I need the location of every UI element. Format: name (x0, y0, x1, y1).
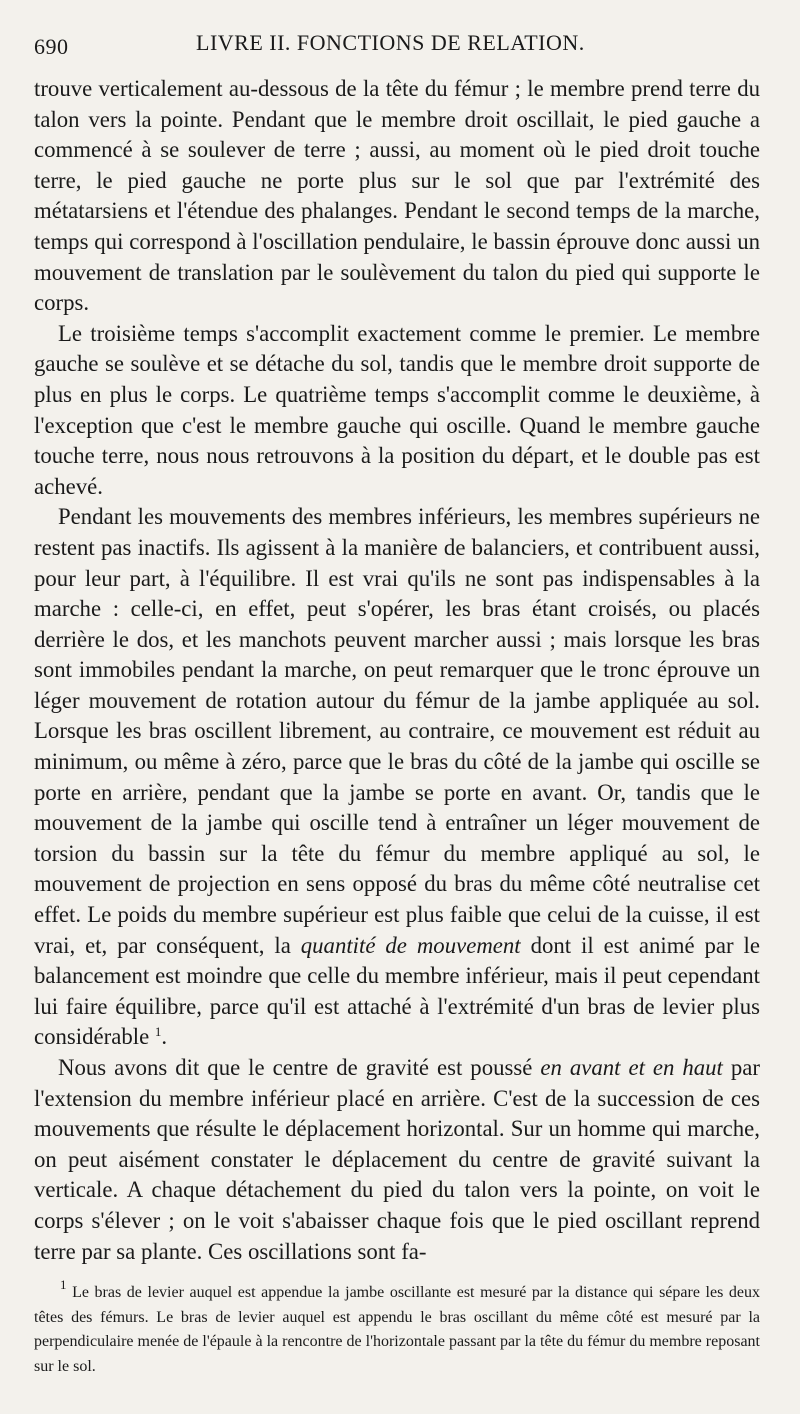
paragraph-4-text-a: Nous avons dit que le centre de gravité est poussé (58, 1055, 541, 1080)
paragraph-2: Le troisième temps s'accomplit exactement comme le premier. Le membre gauche se soulève et se détache du sol, tandis que le membre droit supporte de plus en plus le corps. Le quatrième temps s'accomplit comme le deuxième, à l'exception que c'est le membre gauche qui oscille. Quand le membre gauche touche terre, nous nous retrouvons à la position du départ, et le double pas est achevé. (34, 320, 760, 499)
paragraph-3-text-a: Pendant les mouvements des membres inférieurs, les membres supérieurs ne restent pas inactifs. Ils agissent à la manière de balanciers, et contribuent aussi, pour leur part, à l'équilibre. Il est vrai qu'ils ne sont pas indispensables à la marche : celle-ci, en effet, peut s'opérer, les bras étant croisés, ou placés derrière le dos, et les manchots peuvent marcher aussi ; mais lorsque les bras sont immobiles pendant la marche, on peut remarquer que le tronc éprouve un léger mouvement de rotation autour du fémur de la jambe appliquée au sol. Lorsque les bras oscillent librement, au contraire, ce mouvement est réduit au minimum, ou même à zéro, parce que le bras du côté de la jambe qui oscille se porte en arrière, pendant que la jambe se porte en avant. Or, tandis que le mouvement de la jambe qui oscille tend à entraîner un léger mouvement de torsion du bassin sur la tête du fémur du membre appliqué au sol, le mouvement de projection en sens opposé du bras du même côté neutralise cet effet. Le poids du membre supérieur est plus faible que celui de la cuisse, il est vrai, et, par conséquent, la (34, 504, 760, 958)
paragraph-1: trouve verticalement au-dessous de la tête du fémur ; le membre prend terre du talon vers la pointe. Pendant que le membre droit oscillait, le pied gauche a commencé à se soulever de terre ; aussi, au moment où le pied droit touche terre, le pied gauche ne porte plus sur le sol que par l'extrémité des métatarsiens et l'étendue des phalanges. Pendant le second temps de la marche, temps qui correspond à l'oscillation pendulaire, le bassin éprouve donc aussi un mouvement de translation par le soulèvement du talon du pied qui supporte le corps. (34, 76, 760, 316)
footnote (34, 1277, 760, 1379)
body-text (34, 74, 760, 1267)
paragraph-4 (34, 1053, 760, 1267)
footnote-text: Le bras de levier auquel est appendue la jambe oscillante est mesuré par la distance qui sépare les deux têtes des fémurs. Le bras de levier auquel est appendu le bras oscillant du même côté est mesuré par la perpendiculaire menée de l'épaule à la rencontre de l'horizontale passant par la tête du fémur du membre reposant sur le sol. (34, 1284, 760, 1375)
running-head (34, 26, 760, 70)
paragraph-3-end: . (161, 1024, 168, 1050)
paragraph-3-text-b: dont il est animé par le balancement est moindre que celle du membre inférieur, mais il peut cependant lui faire équilibre, parce qu'il est attaché à l'extrémité d'un bras de levier plus considérable (34, 932, 760, 1050)
emphasis-quantite-de-mouvement: quantité de mouvement (300, 932, 521, 958)
paragraph-3 (34, 502, 760, 1053)
emphasis-en-avant-et-en-haut: en avant et en haut (540, 1055, 723, 1080)
footnote-reference[interactable]: 1 (154, 1024, 162, 1040)
page-number: 690 (34, 34, 69, 59)
paragraph-4-text-b: par l'extension du membre inférieur placé en arrière. C'est de la succession de ces mouvements que résulte le déplacement horizontal. Sur un homme qui marche, on peut aisément constater le déplacement du centre de gravité suivant la verticale. A chaque détachement du pied du talon vers la pointe, on voit le corps s'élever ; on le voit s'abaisser chaque fois que le pied oscillant reprend terre par sa plante. Ces oscillations sont fa- (34, 1055, 760, 1264)
running-title: LIVRE II. FONCTIONS DE RELATION. (196, 30, 585, 55)
footnote-marker: 1 (60, 1277, 67, 1293)
